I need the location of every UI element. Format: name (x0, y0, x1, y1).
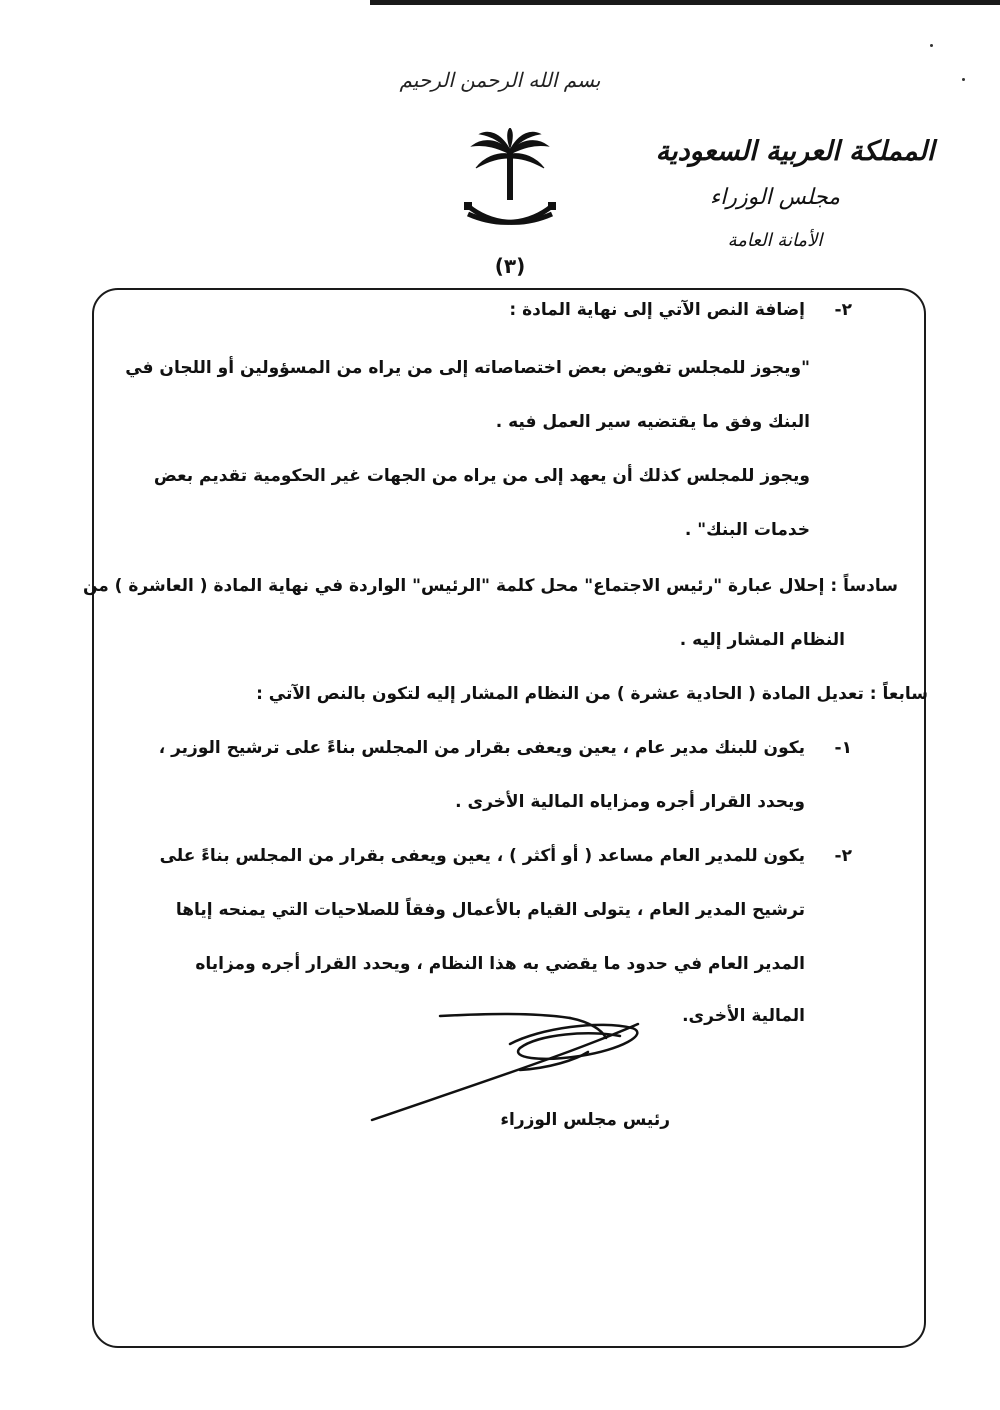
seventh-line-1: سابعاً : تعديل المادة ( الحادية عشرة ) من النظام المشار إليه لتكون بالنص الآتي : (256, 684, 928, 704)
seventh-sub2-line-3: المدير العام في حدود ما يقضي به هذا النظام ، ويحدد القرار أجره ومزاياه (195, 954, 805, 974)
sixth-line-2: النظام المشار إليه . (679, 630, 845, 650)
saudi-emblem-icon (460, 128, 560, 246)
item2-heading: إضافة النص الآتي إلى نهاية المادة : (509, 300, 805, 320)
kingdom-name: المملكة العربية السعودية (655, 136, 935, 167)
signatory-title: رئيس مجلس الوزراء (500, 1110, 670, 1130)
item2-line-3: ويجوز للمجلس كذلك أن يعهد إلى من يراه من الجهات غير الحكومية تقديم بعض (153, 466, 810, 486)
content-frame (92, 288, 926, 1348)
council-name: مجلس الوزراء (709, 185, 841, 210)
seventh-sub1-line-1: يكون للبنك مدير عام ، يعين ويعفى بقرار من المجلس بناءً على ترشيح الوزير ، (158, 738, 805, 758)
sixth-line-1: سادساً : إحلال عبارة "رئيس الاجتماع" محل كلمة "الرئيس" الواردة في نهاية المادة ( العاشرة ) من (82, 576, 898, 596)
basmala: بسم الله الرحمن الرحيم (399, 68, 601, 92)
seventh-sub2-line-1: يكون للمدير العام مساعد ( أو أكثر ) ، يعين ويعفى بقرار من المجلس بناءً على (159, 846, 805, 866)
scan-speck (930, 44, 933, 47)
item-number: ٢- (834, 300, 852, 320)
scan-top-edge (370, 0, 1000, 5)
page-number: (٣) (494, 254, 526, 278)
secretariat-name: الأمانة العامة (727, 230, 823, 251)
seventh-sub2-line-4: المالية الأخرى. (682, 1006, 805, 1026)
letterhead (640, 128, 950, 262)
scan-speck (962, 78, 965, 81)
seventh-sub1-line-2: ويحدد القرار أجره ومزاياه المالية الأخرى . (455, 792, 805, 812)
item2-line-1: "ويجوز للمجلس تفويض بعض اختصاصاته إلى من يراه من المسؤولين أو اللجان في (125, 358, 810, 378)
subitem-number: ١- (834, 738, 852, 758)
item2-line-2: البنك وفق ما يقتضيه سير العمل فيه . (495, 412, 810, 432)
item2-line-4: خدمات البنك" . (684, 520, 810, 540)
subitem-number: ٢- (834, 846, 852, 866)
seventh-sub2-line-2: ترشيح المدير العام ، يتولى القيام بالأعمال وفقاً للصلاحيات التي يمنحه إياها (175, 900, 805, 920)
